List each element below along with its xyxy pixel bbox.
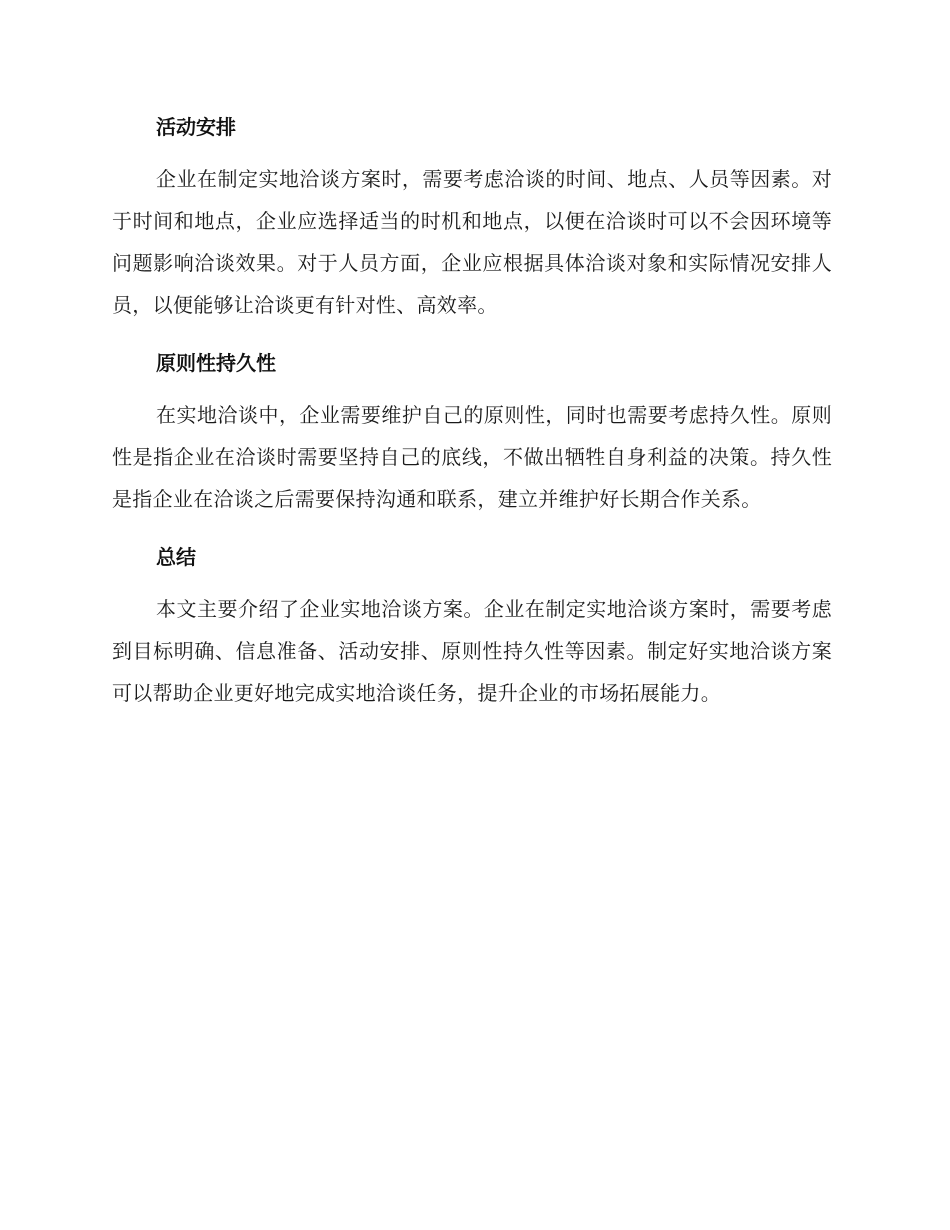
section-paragraph: 在实地洽谈中，企业需要维护自己的原则性，同时也需要考虑持久性。原则性是指企业在洽谈时需要坚持自己的底线，不做出牺牲自身利益的决策。持久性是指企业在洽谈之后需要保持沟通和联系，建立并维护好长期合作关系。	[112, 403, 832, 511]
section-principle-persistence	[112, 344, 832, 520]
section-heading: 总结	[156, 545, 196, 569]
section-heading: 原则性持久性	[156, 351, 276, 375]
section-activity-arrangement	[112, 108, 832, 326]
section-paragraph: 本文主要介绍了企业实地洽谈方案。企业在制定实地洽谈方案时，需要考虑到目标明确、信息准备、活动安排、原则性持久性等因素。制定好实地洽谈方案可以帮助企业更好地完成实地洽谈任务，提升企业的市场拓展能力。	[112, 597, 832, 705]
document-body	[112, 108, 832, 732]
section-heading: 活动安排	[156, 115, 236, 139]
section-paragraph: 企业在制定实地洽谈方案时，需要考虑洽谈的时间、地点、人员等因素。对于时间和地点，企业应选择适当的时机和地点，以便在洽谈时可以不会因环境等问题影响洽谈效果。对于人员方面，企业应根据具体洽谈对象和实际情况安排人员，以便能够让洽谈更有针对性、高效率。	[112, 167, 832, 317]
section-summary	[112, 538, 832, 714]
